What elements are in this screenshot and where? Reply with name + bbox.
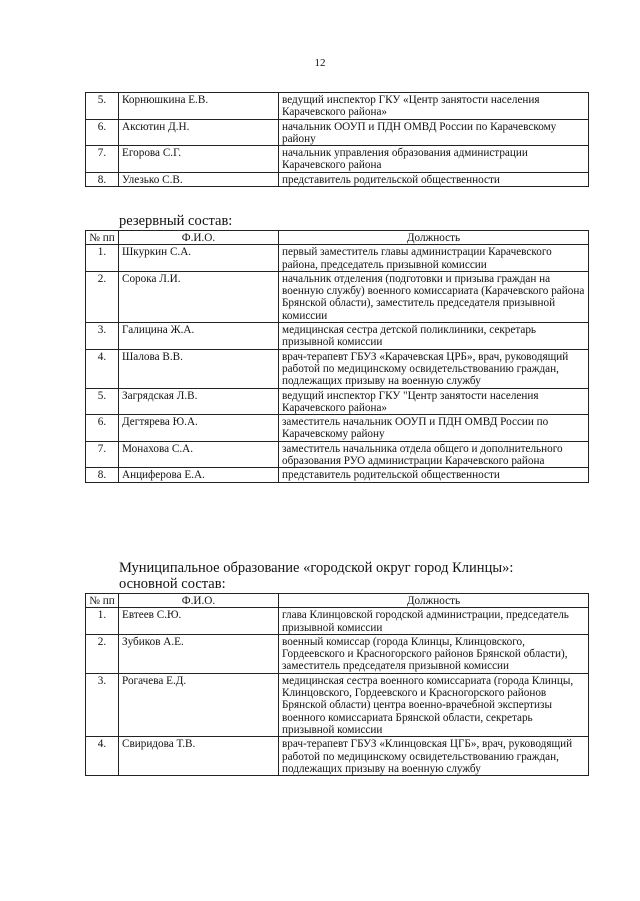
row-number: 1. [86, 608, 119, 635]
row-number: 5. [86, 93, 119, 120]
member-name: Улезько С.В. [119, 172, 279, 186]
row-number: 8. [86, 172, 119, 186]
member-position: первый заместитель главы администрации Карачевского района, председатель призывной комиссии [279, 245, 589, 272]
reserve-commission-table [85, 230, 589, 483]
row-number: 7. [86, 441, 119, 468]
member-position: ведущий инспектор ГКУ "Центр занятости населения Карачевского района» [279, 388, 589, 415]
reserve-section-label: резервный состав: [119, 213, 233, 229]
row-number: 7. [86, 146, 119, 173]
row-number: 1. [86, 245, 119, 272]
member-name: Свиридова Т.В. [119, 737, 279, 776]
table-row [86, 323, 589, 350]
member-name: Галицина Ж.А. [119, 323, 279, 350]
row-number: 6. [86, 415, 119, 442]
member-name: Аксютин Д.Н. [119, 119, 279, 146]
column-header-number: № пп [86, 231, 119, 245]
member-position: начальник отделения (подготовки и призыва граждан на военную службу) военного комиссариата (Карачевского района Брянской области), заместитель председателя призывной комиссии [279, 271, 589, 322]
member-name: Анциферова Е.А. [119, 468, 279, 482]
table-row [86, 146, 589, 173]
table-row [86, 349, 589, 388]
member-name: Корнюшкина Е.В. [119, 93, 279, 120]
column-header-name: Ф.И.О. [119, 594, 279, 608]
member-position: представитель родительской общественности [279, 468, 589, 482]
member-name: Шалова В.В. [119, 349, 279, 388]
main-commission-table [85, 593, 589, 776]
municipality-title: Муниципальное образование «городской округ город Клинцы»: [119, 560, 514, 576]
member-position: заместитель начальника отдела общего и дополнительного образования РУО администрации Карачевского района [279, 441, 589, 468]
member-position: военный комиссар (города Клинцы, Клинцовского, Гордеевского и Красногорского районов Брянской области), заместитель председателя призывной комиссии [279, 634, 589, 673]
row-number: 3. [86, 673, 119, 736]
member-position: медицинская сестра детской поликлиники, секретарь призывной комиссии [279, 323, 589, 350]
table-row [86, 172, 589, 186]
member-name: Дегтярева Ю.А. [119, 415, 279, 442]
main-section-label: основной состав: [119, 576, 226, 592]
row-number: 2. [86, 271, 119, 322]
table-row [86, 271, 589, 322]
member-name: Монахова С.А. [119, 441, 279, 468]
table-header-row [86, 231, 589, 245]
column-header-name: Ф.И.О. [119, 231, 279, 245]
row-number: 4. [86, 737, 119, 776]
member-position: ведущий инспектор ГКУ «Центр занятости населения Карачевского района» [279, 93, 589, 120]
member-name: Егорова С.Г. [119, 146, 279, 173]
row-number: 6. [86, 119, 119, 146]
member-name: Шкуркин С.А. [119, 245, 279, 272]
member-position: представитель родительской общественности [279, 172, 589, 186]
member-position: медицинская сестра военного комиссариата (города Клинцы, Клинцовского, Гордеевского и Красногорского районов Брянской области) центра военно-врачебной экспертизы военного комиссариата Брянской области, секретарь призывной комиссии [279, 673, 589, 736]
table-row [86, 634, 589, 673]
column-header-position: Должность [279, 594, 589, 608]
member-name: Зубиков А.Е. [119, 634, 279, 673]
table-row [86, 388, 589, 415]
member-position: заместитель начальник ООУП и ПДН ОМВД России по Карачевскому району [279, 415, 589, 442]
table-row [86, 673, 589, 736]
commission-table-continuation [85, 92, 589, 187]
table-row [86, 119, 589, 146]
table-row [86, 737, 589, 776]
row-number: 4. [86, 349, 119, 388]
table-row [86, 93, 589, 120]
row-number: 3. [86, 323, 119, 350]
member-position: начальник ООУП и ПДН ОМВД России по Карачевскому району [279, 119, 589, 146]
page-number: 12 [314, 57, 326, 69]
member-name: Загрядская Л.В. [119, 388, 279, 415]
row-number: 8. [86, 468, 119, 482]
table-row [86, 441, 589, 468]
member-name: Сорока Л.И. [119, 271, 279, 322]
row-number: 5. [86, 388, 119, 415]
column-header-number: № пп [86, 594, 119, 608]
member-position: врач-терапевт ГБУЗ «Клинцовская ЦГБ», врач, руководящий работой по медицинскому освидетельствованию граждан, подлежащих призыву на военную службу [279, 737, 589, 776]
member-name: Евтеев С.Ю. [119, 608, 279, 635]
member-position: врач-терапевт ГБУЗ «Карачевская ЦРБ», врач, руководящий работой по медицинскому освидетельствованию граждан, подлежащих призыву на военную службу [279, 349, 589, 388]
member-position: начальник управления образования администрации Карачевского района [279, 146, 589, 173]
table-row [86, 608, 589, 635]
table-row [86, 415, 589, 442]
table-header-row [86, 594, 589, 608]
table-row [86, 468, 589, 482]
row-number: 2. [86, 634, 119, 673]
member-position: глава Клинцовской городской администрации, председатель призывной комиссии [279, 608, 589, 635]
column-header-position: Должность [279, 231, 589, 245]
member-name: Рогачева Е.Д. [119, 673, 279, 736]
table-row [86, 245, 589, 272]
